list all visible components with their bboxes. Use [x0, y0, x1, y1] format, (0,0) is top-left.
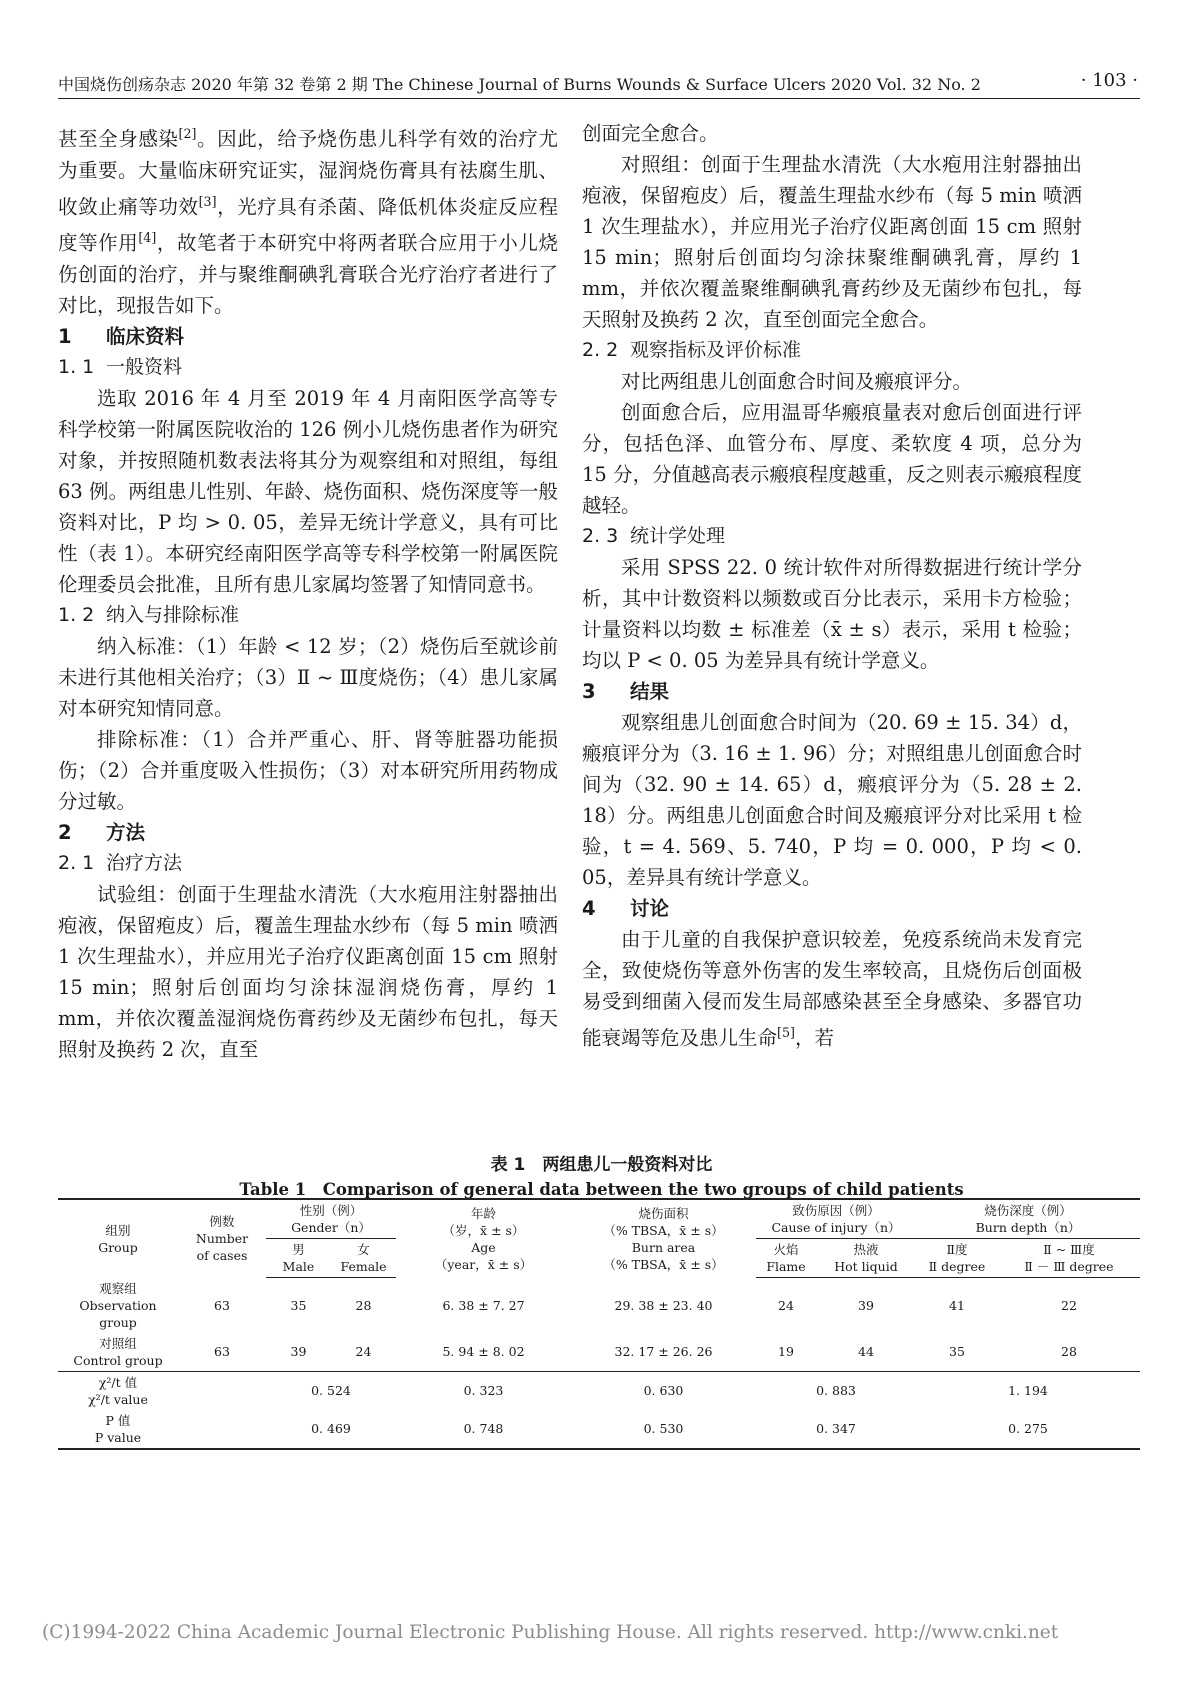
paragraph: 试验组：创面于生理盐水清洗（大水疱用注射器抽出疱液，保留疱皮）后，覆盖生理盐水纱布（每 5 min 喷洒 1 次生理盐水），并应用光子治疗仪距离创面 15 cm 照射 15 min；照射后创面均匀涂抹湿润烧伤膏，厚约 1 mm，并依次覆盖湿润烧伤膏药纱及无菌纱布包扎，每天照射及换药 2 次，直至: [58, 882, 558, 1061]
header-degree-2-3: Ⅱ ~ Ⅲ度 Ⅱ － Ⅲ degree: [998, 1239, 1140, 1278]
paragraph: 对比两组患儿创面愈合时间及瘢痕评分。: [621, 370, 973, 393]
subsection-heading: 2. 3 统计学处理: [582, 525, 726, 547]
header-cases: 例数 Number of cases: [178, 1199, 266, 1278]
right-column: [582, 118, 1082, 1054]
paragraph: 排除标准：（1）合并严重心、肝、肾等脏器功能损伤；（2）合并重度吸入性损伤；（3）对本研究所用药物成分过敏。: [58, 727, 558, 813]
paragraph: 选取 2016 年 4 月至 2019 年 4 月南阳医学高等专科学校第一附属医院收治的 126 例小儿烧伤患者作为研究对象，并按照随机数表法将其分为观察组和对照组，每组 63 例。两组患儿性别、年龄、烧伤面积、烧伤深度等一般资料对比，P 均 > 0. 05，差异无统计学意义，具有可比性（表 1）。本研究经南阳医学高等专科学校第一附属医院伦理委员会批准，且所有患儿家属均签署了知情同意书。: [58, 386, 558, 596]
header-female: 女 Female: [331, 1239, 396, 1278]
header-rule: [58, 98, 1140, 99]
table-caption-en: Table 1 Comparison of general data between the two groups of child patients: [239, 1180, 964, 1199]
paragraph: 采用 SPSS 22. 0 统计软件对所得数据进行统计学分析，其中计数资料以频数或百分比表示，采用卡方检验；计量资料以均数 ± 标准差（x̄ ± s）表示，采用 t 检验；均以 P < 0. 05 为差异具有统计学意义。: [582, 556, 1082, 672]
section-heading: 2 方法: [58, 820, 146, 844]
subsection-heading: 2. 2 观察指标及评价标准: [582, 339, 802, 361]
paragraph: 由于儿童的自我保护意识较差，免疫系统尚未发育完全，致使烧伤等意外伤害的发生率较高，且烧伤后创面极易受到细菌入侵而发生局部感染甚至全身感染、多器官功能衰竭等危及患儿生命[5]，若: [582, 928, 1082, 1050]
table-row-statistic: χ²/t 值 χ²/t value 0. 524 0. 323 0. 630 0. 883 1. 194: [58, 1371, 1140, 1410]
header-burn-area: 烧伤面积 （% TBSA，x̄ ± s） Burn area （% TBSA，x̄ ± s）: [571, 1199, 756, 1278]
paragraph: 创面愈合后，应用温哥华瘢痕量表对愈后创面进行评分，包括色泽、血管分布、厚度、柔软度 4 项，总分为 15 分，分值越高表示瘢痕程度越重，反之则表示瘢痕程度越轻。: [582, 401, 1082, 517]
section-heading: 3 结果: [582, 680, 670, 703]
header-age: 年龄 （岁，x̄ ± s） Age （year，x̄ ± s）: [396, 1199, 571, 1278]
paragraph: 甚至全身感染[2]。因此，给予烧伤患儿科学有效的治疗尤为重要。大量临床研究证实，湿润烧伤膏具有祛腐生肌、收敛止痛等功效[3]，光疗具有杀菌、降低机体炎症反应程度等作用[4]，故笔者于本研究中将两者联合应用于小儿烧伤创面的治疗，并与聚维酮碘乳膏联合光疗治疗者进行了对比，现报告如下。: [58, 126, 558, 317]
table-row: 对照组 Control group 63 39 24 5. 94 ± 8. 02 32. 17 ± 26. 26 19 44 35 28: [73, 1335, 1077, 1368]
subsection-heading: 2. 1 治疗方法: [58, 851, 183, 874]
subsection-heading: 1. 2 纳入与排除标准: [58, 603, 240, 626]
copyright-footer: (C)1994-2022 China Academic Journal Electronic Publishing House. All rights reserved. http://www.cnki.net: [42, 1622, 1059, 1643]
left-column: [58, 118, 558, 1065]
table-row-p-value: P 值 P value 0. 469 0. 748 0. 530 0. 347 0. 275: [58, 1410, 1140, 1449]
paragraph: 对照组：创面于生理盐水清洗（大水疱用注射器抽出疱液，保留疱皮）后，覆盖生理盐水纱布（每 5 min 喷洒 1 次生理盐水），并应用光子治疗仪距离创面 15 cm 照射 15 min；照射后创面均匀涂抹聚维酮碘乳膏，厚约 1 mm，并依次覆盖聚维酮碘乳膏药纱及无菌纱布包扎，每天照射及换药 2 次，直至创面完全愈合。: [582, 153, 1082, 331]
header-male: 男 Male: [266, 1239, 331, 1278]
paragraph: 纳入标准：（1）年龄 < 12 岁；（2）烧伤后至就诊前未进行其他相关治疗；（3）Ⅱ ~ Ⅲ度烧伤；（4）患儿家属对本研究知情同意。: [58, 634, 558, 720]
section-heading: 1 临床资料: [58, 324, 185, 348]
journal-header: 中国烧伤创疡杂志 2020 年第 32 卷第 2 期 The Chinese Journal of Burns Wounds & Surface Ulcers 2020 Vol. 32 No. 2: [58, 75, 981, 94]
header-group: 组别 Group: [58, 1199, 178, 1278]
paragraph: 观察组患儿创面愈合时间为（20. 69 ± 15. 34）d，瘢痕评分为（3. 16 ± 1. 96）分；对照组患儿创面愈合时间为（32. 90 ± 14. 65）d，瘢痕评分为（5. 28 ± 2. 18）分。两组患儿创面愈合时间及瘢痕评分对比采用 t 检验，t = 4. 569、5. 740，P 均 = 0. 000，P 均 < 0. 05，差异具有统计学意义。: [582, 711, 1082, 889]
general-data-table: [58, 1198, 1140, 1450]
header-flame: 火焰 Flame: [756, 1239, 816, 1278]
table-row: 观察组 Observation group 63 35 28 6. 38 ± 7. 27 29. 38 ± 23. 40 24 39 41 22: [79, 1280, 1077, 1330]
header-hot-liquid: 热液 Hot liquid: [816, 1239, 916, 1278]
page-number: · 103 ·: [1080, 70, 1138, 91]
header-depth: 烧伤深度（例） Burn depth（n）: [916, 1199, 1140, 1239]
header-cause: 致伤原因（例） Cause of injury（n）: [756, 1199, 916, 1239]
header-gender: 性别（例） Gender（n）: [266, 1199, 396, 1239]
subsection-heading: 1. 1 一般资料: [58, 355, 183, 378]
running-header: [58, 72, 1138, 95]
table-caption-cn: 表 1 两组患儿一般资料对比: [490, 1155, 713, 1175]
paragraph: 创面完全愈合。: [582, 122, 719, 145]
section-heading: 4 讨论: [582, 897, 670, 920]
header-degree-2: Ⅱ度 Ⅱ degree: [916, 1239, 998, 1278]
